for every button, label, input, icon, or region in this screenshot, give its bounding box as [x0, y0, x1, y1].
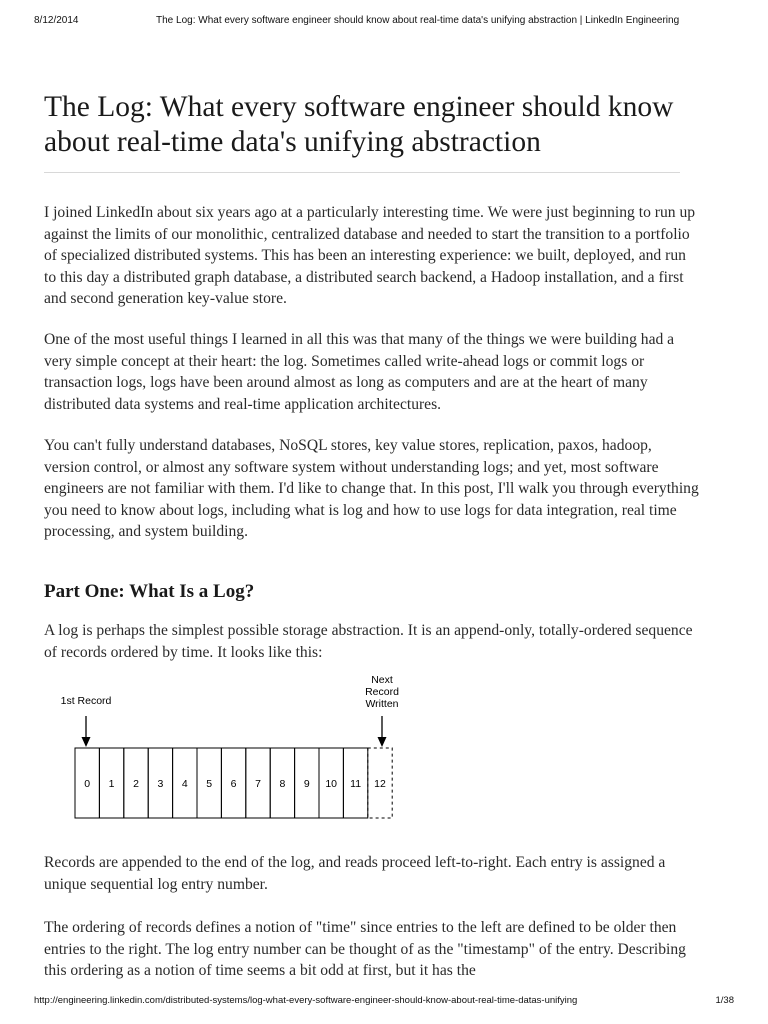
first-record-label: 1st Record [60, 695, 112, 707]
print-header [34, 15, 734, 29]
log-cell-label: 7 [255, 778, 261, 790]
log-cell-label: 11 [350, 778, 362, 790]
log-cell-label: 6 [230, 778, 237, 790]
log-cell-label: 3 [157, 778, 164, 790]
article-title: The Log: What every software engineer should know about real-time data's unifying abstraction [44, 90, 680, 173]
next-record-label-line-3: Written [365, 698, 399, 710]
print-url: http://engineering.linkedin.com/distributed-systems/log-what-every-software-engineer-should-know-about-real-time-datas-unifying [34, 995, 578, 1006]
next-record-arrow-head [378, 737, 387, 747]
intro-paragraph-1: I joined LinkedIn about six years ago at a particularly interesting time. We were just beginning to run up against the limits of our monolithic, centralized database and needed to start the transition to a portfolio of specialized distributed systems. This has been an interesting experience: we built, deployed, and run to this day a distributed graph database, a distributed search backend, a Hadoop installation, and a first and second generation key-value store. [44, 204, 696, 307]
log-cell-label: 4 [181, 778, 188, 790]
log-cell-label: 8 [279, 778, 286, 790]
log-diagram-svg [52, 674, 412, 824]
log-cell-label: 10 [325, 778, 338, 790]
print-footer [34, 995, 734, 1009]
next-log-cell-label: 12 [374, 778, 386, 790]
print-document-title: The Log: What every software engineer should know about real-time data's unifying abstraction | LinkedIn Engineering [156, 15, 680, 26]
log-cell-label: 2 [133, 778, 139, 790]
section-paragraph-1: A log is perhaps the simplest possible storage abstraction. It is an append-only, totally-ordered sequence of records ordered by time. It looks like this: [44, 622, 693, 661]
section-paragraph-3: The ordering of records defines a notion of "time" since entries to the left are defined to be older then entries to the right. The log entry number can be thought of as the "timestamp" of the entry. Describing this ordering as a notion of time seems a bit odd at first, but it has the [44, 919, 686, 979]
log-cells [75, 748, 392, 818]
log-cell-label: 0 [84, 778, 91, 790]
log-cell-label: 1 [108, 778, 115, 790]
intro-paragraph-3: You can't fully understand databases, NoSQL stores, key value stores, replication, paxos, hadoop, version control, or almost any software system without understanding logs; and yet, most software engineers are not familiar with them. I'd like to change that. In this post, I'll walk you through everything you need to know about logs, including what is log and how to use logs for data integration, real time processing, and system building. [44, 437, 699, 540]
print-date: 8/12/2014 [34, 15, 79, 26]
page-number: 1/38 [715, 995, 734, 1006]
log-cell-label: 9 [303, 778, 310, 790]
log-diagram [52, 674, 412, 824]
log-cell-label: 5 [206, 778, 213, 790]
section-paragraph-2: Records are appended to the end of the log, and reads proceed left-to-right. Each entry is assigned a unique sequential log entry number. [44, 854, 666, 893]
next-record-label-line-1: Next [371, 674, 393, 686]
intro-paragraph-2: One of the most useful things I learned in all this was that many of the things we were building had a very simple concept at their heart: the log. Sometimes called write-ahead logs or commit logs or transaction logs, logs have been around almost as long as computers and are at the heart of many distributed data systems and real-time application architectures. [44, 331, 675, 413]
section-heading: Part One: What Is a Log? [44, 581, 255, 602]
first-record-arrow-head [82, 737, 91, 747]
next-record-label-line-2: Record [365, 686, 399, 698]
